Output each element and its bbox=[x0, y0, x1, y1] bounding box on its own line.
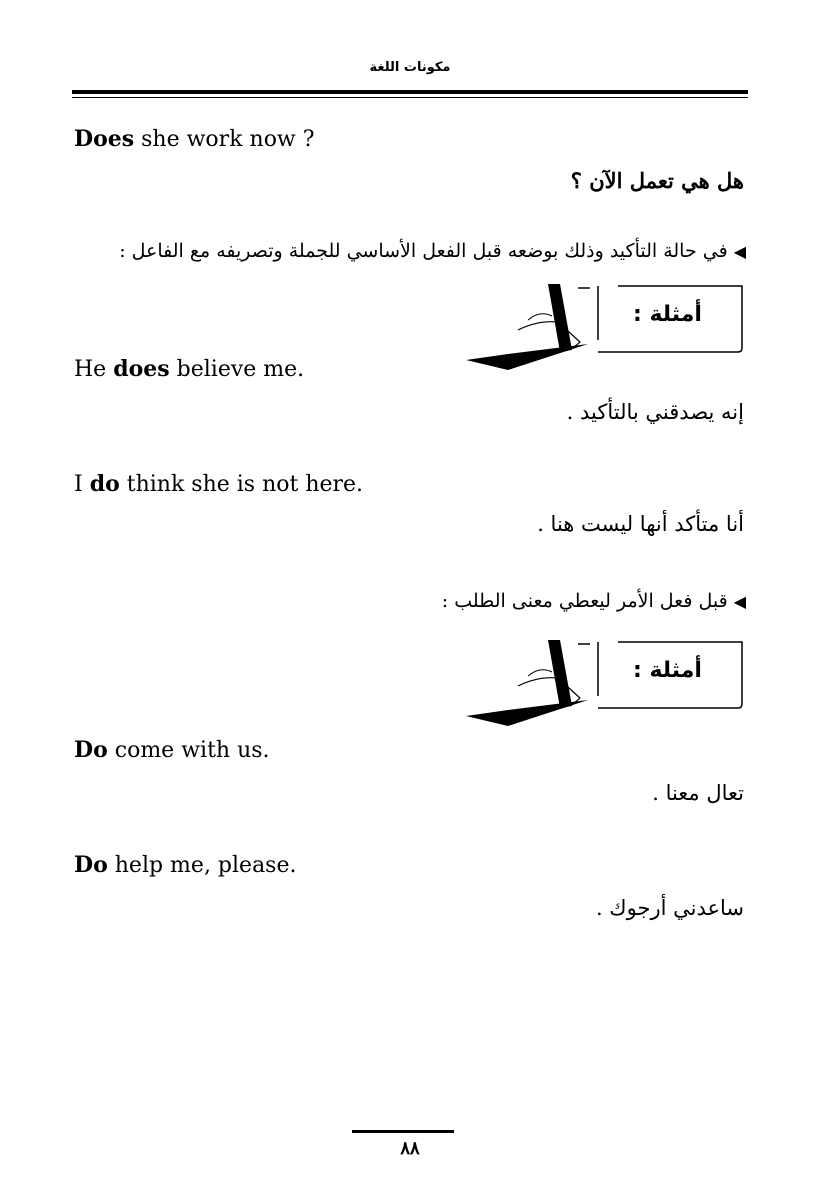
pointing-hand-icon bbox=[448, 280, 748, 372]
examples-label-2: أمثلة : bbox=[633, 658, 702, 683]
rule-emphasis bbox=[119, 240, 746, 262]
question-arabic: هل هي تعمل الآن ؟ bbox=[570, 168, 744, 193]
example-2-arabic: أنا متأكد أنها ليست هنا . bbox=[537, 512, 744, 536]
pointing-hand-icon bbox=[448, 636, 748, 728]
examples-box-2 bbox=[448, 636, 748, 716]
rule-imperative-text: قبل فعل الأمر ليعطي معنى الطلب : bbox=[441, 590, 728, 612]
example-1-arabic: إنه يصدقني بالتأكيد . bbox=[566, 400, 744, 424]
header-title: مكونات اللغة bbox=[369, 60, 451, 75]
example-2-post: think she is not here. bbox=[119, 472, 364, 497]
example-1-bold: does bbox=[113, 356, 170, 382]
rule-imperative bbox=[442, 590, 746, 612]
example-4-english bbox=[74, 852, 296, 878]
examples-box-1 bbox=[448, 280, 748, 360]
header-rule-thin bbox=[72, 97, 748, 98]
example-1-pre: He bbox=[74, 357, 114, 382]
example-2-pre: I bbox=[74, 472, 90, 497]
example-4-bold: Do bbox=[74, 852, 108, 878]
example-2-bold: do bbox=[89, 471, 120, 497]
example-2-english bbox=[74, 471, 363, 497]
example-1-english bbox=[74, 356, 304, 382]
examples-label-1: أمثلة : bbox=[633, 302, 702, 327]
question-english bbox=[74, 126, 315, 152]
question-rest: she work now ? bbox=[134, 127, 315, 152]
bullet-arrow-icon: ◀ bbox=[733, 592, 746, 611]
example-1-post: believe me. bbox=[169, 357, 305, 382]
footer-rule bbox=[352, 1130, 454, 1133]
example-3-bold: Do bbox=[74, 737, 108, 763]
example-3-english bbox=[74, 737, 270, 763]
rule-emphasis-text: في حالة التأكيد وذلك بوضعه قبل الفعل الأساسي للجملة وتصريفه مع الفاعل : bbox=[119, 240, 728, 262]
page-number: ٨٨ bbox=[400, 1138, 420, 1159]
header-rule-thick bbox=[72, 90, 748, 94]
example-3-post: come with us. bbox=[107, 738, 270, 763]
bullet-arrow-icon: ◀ bbox=[733, 242, 746, 261]
example-4-post: help me, please. bbox=[107, 853, 297, 878]
example-4-arabic: ساعدني أرجوك . bbox=[595, 896, 744, 920]
example-3-arabic: تعال معنا . bbox=[652, 781, 744, 805]
question-bold-word: Does bbox=[74, 126, 135, 152]
